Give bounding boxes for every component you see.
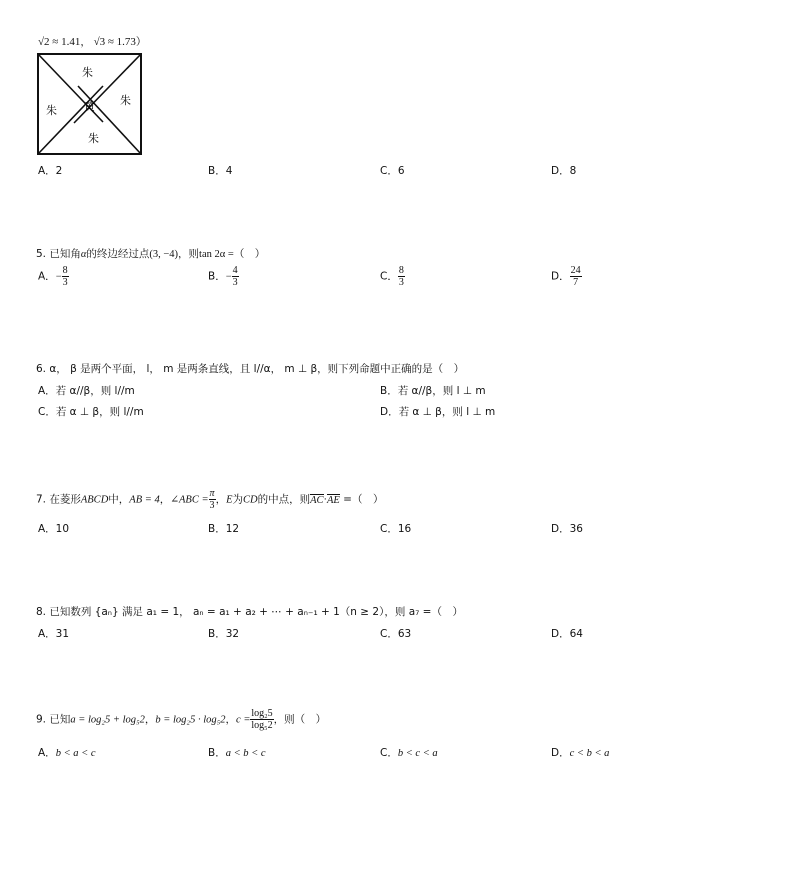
q6-option-d[interactable]: D．若 α ⊥ β，则 l ⊥ m — [380, 406, 496, 418]
q7-stem: 7. 在菱形ABCD中，AB = 4，∠ABC = $\frac{\pi}{3}$ ，E为CD的中点，则AC·AE =（ ） — [36, 488, 384, 511]
label-right: 朱 — [120, 94, 131, 107]
q5-stem: 5. 已知角α的终边经过点(3, −4)，则tan 2α =（ ） — [36, 248, 266, 260]
sqrt2-approx: √2 ≈ 1.41 — [38, 36, 81, 48]
q9-option-a[interactable]: A．b < a < c — [38, 747, 96, 759]
header-approximations: √2 ≈ 1.41， √3 ≈ 1.73） — [38, 36, 147, 48]
q9-option-b[interactable]: B．a < b < c — [208, 747, 266, 759]
q8-option-a[interactable]: A．31 — [38, 628, 70, 640]
q8-option-b[interactable]: B．32 — [208, 628, 240, 640]
q5-option-a[interactable]: A．− $\frac{8}{3}$ — [38, 265, 68, 288]
q5-option-d[interactable]: D． $\frac{24}{7}$ — [551, 265, 581, 288]
q8-option-d[interactable]: D．64 — [551, 628, 583, 640]
label-bottom: 朱 — [88, 132, 99, 145]
q6-option-a[interactable]: A．若 α//β，则 l//m — [38, 385, 135, 397]
q4-option-b[interactable]: B．4 — [208, 165, 233, 177]
label-center: 黄 — [84, 100, 95, 113]
q4-option-c[interactable]: C．6 — [380, 165, 405, 177]
q5-option-c[interactable]: C． $\frac{8}{3}$ — [380, 265, 404, 288]
q8-stem: 8. 已知数列 {aₙ} 满足 a₁ = 1， aₙ = a₁ + a₂ + ⋯ + aₙ₋₁ + 1（n ≥ 2），则 a₇ =（ ） — [36, 606, 463, 618]
q7-option-a[interactable]: A．10 — [38, 523, 70, 535]
q9-option-c[interactable]: C．b < c < a — [380, 747, 438, 759]
label-top: 朱 — [82, 66, 93, 79]
pinwheel-figure — [36, 52, 144, 158]
q7-option-b[interactable]: B．12 — [208, 523, 240, 535]
label-left: 朱 — [46, 104, 57, 117]
q9-option-d[interactable]: D．c < b < a — [551, 747, 610, 759]
q6-option-c[interactable]: C．若 α ⊥ β，则 l//m — [38, 406, 144, 418]
q6-option-b[interactable]: B．若 α//β，则 l ⊥ m — [380, 385, 486, 397]
q5-option-b[interactable]: B．− $\frac{4}{3}$ — [208, 265, 238, 288]
q6-stem: 6. α， β 是两个平面， l， m 是两条直线，且 l//α， m ⊥ β，则下列命题中正确的是（ ） — [36, 363, 465, 375]
sqrt3-approx: √3 ≈ 1.73 — [93, 36, 136, 48]
q4-option-a[interactable]: A．2 — [38, 165, 63, 177]
q9-stem: 9. 已知a = log₂5 + log₅2，b = log₂5 · log₅2，c = $\frac{\text{log₂5}}{\text{log₅2}}$ ，则（ ） — [36, 708, 327, 731]
q7-option-c[interactable]: C．16 — [380, 523, 412, 535]
q4-option-d[interactable]: D．8 — [551, 165, 577, 177]
q8-option-c[interactable]: C．63 — [380, 628, 412, 640]
q7-option-d[interactable]: D．36 — [551, 523, 583, 535]
